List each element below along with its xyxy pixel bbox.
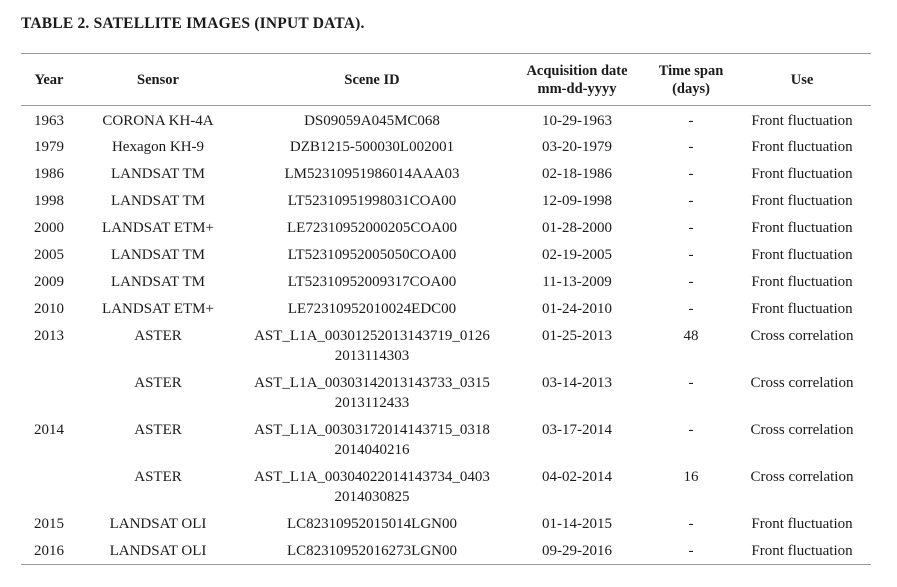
cell-scene-id [239,214,505,241]
cell-time-span: 48 [683,327,699,344]
cell-date: 01-28-2000 [542,219,612,236]
cell-use: Front fluctuation [751,219,853,236]
cell-sensor: LANDSAT ETM+ [102,219,214,236]
cell-year: 1998 [34,192,64,209]
cell-time-span: - [688,165,694,182]
header-year: Year [21,54,77,106]
scene-id-line1: DS09059A045MC068 [304,113,440,129]
cell-date: 10-29-1963 [542,113,612,129]
cell-use: Front fluctuation [751,138,853,155]
cell-time-span: - [688,113,694,129]
cell-date: 02-19-2005 [542,246,612,263]
cell-time-span: - [688,138,694,155]
table-row [21,268,871,295]
cell-sensor: LANDSAT TM [110,273,206,290]
cell-year: 2010 [34,300,64,317]
table-row [21,369,871,416]
cell-sensor: LANDSAT OLI [109,515,207,532]
cell-sensor: LANDSAT TM [110,246,206,263]
cell-use: Cross correlation [750,374,854,391]
table-row [21,214,871,241]
cell-use: Front fluctuation [751,273,853,290]
scene-id-line2: 2013114303 [334,347,410,364]
header-row [21,54,871,106]
header-time-span [649,54,733,106]
cell-scene-id [239,510,505,537]
header-span-line1: Time span [658,62,724,79]
table-row [21,241,871,268]
cell-date: 04-02-2014 [542,468,612,485]
cell-sensor: ASTER [134,374,182,391]
cell-sensor: ASTER [134,327,182,344]
table-row [21,510,871,537]
cell-date: 01-25-2013 [542,327,612,344]
scene-id-line2: 2014040216 [334,441,410,458]
cell-year: 1963 [34,113,64,129]
cell-time-span: - [688,421,694,438]
cell-year: 2014 [34,421,64,438]
cell-year [21,369,77,416]
cell-sensor: Hexagon KH-9 [111,138,205,155]
table-row [21,187,871,214]
cell-year: 1979 [34,138,64,155]
cell-year: 1986 [34,165,64,182]
header-acquisition-date [505,54,649,106]
cell-time-span: - [649,537,733,565]
cell-time-span: 16 [683,468,699,485]
cell-scene-id [239,133,505,160]
cell-sensor: LANDSAT OLI [77,537,239,565]
cell-sensor: LANDSAT TM [110,192,206,209]
cell-year: 2000 [34,219,64,236]
scene-id-line1: LT52310951998031COA00 [287,192,457,209]
cell-year [21,463,77,510]
cell-year: 2015 [34,515,64,532]
table-body [21,106,871,565]
cell-scene-id [239,463,505,510]
scene-id-line2: 2013112433 [334,394,410,411]
cell-scene-id [239,187,505,214]
cell-scene-id [239,106,505,133]
cell-scene-id [239,416,505,463]
cell-time-span: - [688,300,694,317]
table-row [21,160,871,187]
table-row [21,106,871,133]
table-row [21,133,871,160]
scene-id-line1: AST_L1A_00304022014143734_0403 [254,468,490,485]
cell-date: 12-09-1998 [542,192,612,209]
cell-sensor: CORONA KH-4A [102,113,214,129]
cell-date: 02-18-1986 [542,165,612,182]
cell-sensor: ASTER [134,468,182,485]
cell-sensor: ASTER [134,421,182,438]
cell-use: Front fluctuation [751,300,853,317]
cell-time-span: - [688,374,694,391]
header-use: Use [733,54,871,106]
cell-use: Front fluctuation [751,113,853,129]
header-sensor: Sensor [77,54,239,106]
cell-sensor: LANDSAT TM [110,165,206,182]
cell-scene-id [239,322,505,369]
header-date-line2: mm-dd-yyyy [537,80,617,97]
cell-time-span: - [688,515,694,532]
table-row [21,295,871,322]
cell-year: 2005 [34,246,64,263]
scene-id-line2: 2014030825 [334,488,410,505]
cell-use: Cross correlation [750,421,854,438]
cell-scene-id [239,160,505,187]
cell-use: Front fluctuation [751,165,853,182]
cell-date: 11-13-2009 [542,273,612,290]
cell-date: 01-24-2010 [542,300,612,317]
cell-time-span: - [688,192,694,209]
cell-date: 03-14-2013 [542,374,612,391]
cell-sensor: LANDSAT ETM+ [102,300,214,317]
scene-id-line1: AST_L1A_00301252013143719_0126 [254,327,490,344]
cell-scene-id [239,241,505,268]
table-row [21,416,871,463]
scene-id-line1: LE72310952000205COA00 [287,219,457,236]
scene-id-line1: LE72310952010024EDC00 [287,300,457,317]
scene-id-line1: DZB1215-500030L002001 [289,138,455,155]
cell-use: Front fluctuation [751,246,853,263]
cell-scene-id [239,268,505,295]
cell-scene-id [239,295,505,322]
satellite-images-table [21,53,871,565]
scene-id-line1: LC82310952016273LGN00 [287,542,457,559]
table-caption: TABLE 2. SATELLITE IMAGES (INPUT DATA). [21,15,365,32]
cell-use: Front fluctuation [751,515,853,532]
scene-id-line1: LT52310952005050COA00 [287,246,457,263]
cell-date: 01-14-2015 [542,515,612,532]
scene-id-line1: AST_L1A_00303142013143733_0315 [254,374,490,391]
table-row [21,463,871,510]
cell-year: 2016 [21,537,77,565]
header-date-line1: Acquisition date [526,62,628,79]
cell-use: Cross correlation [750,468,854,485]
table-row [21,322,871,369]
scene-id-line1: LM52310951986014AAA03 [284,165,460,182]
cell-date: 09-29-2016 [505,537,649,565]
scene-id-line1: AST_L1A_00303172014143715_0318 [254,421,490,438]
table-row [21,537,871,565]
cell-use: Front fluctuation [751,192,853,209]
scene-id-line1: LC82310952015014LGN00 [287,515,457,532]
header-span-line2: (days) [672,80,710,97]
table-header [21,54,871,106]
cell-time-span: - [688,219,694,236]
cell-year: 2013 [34,327,64,344]
cell-year: 2009 [34,273,64,290]
cell-time-span: - [688,273,694,290]
cell-date: 03-17-2014 [542,421,612,438]
cell-scene-id [239,369,505,416]
cell-use: Cross correlation [750,327,854,344]
cell-time-span: - [688,246,694,263]
cell-date: 03-20-1979 [542,138,612,155]
cell-scene-id [239,537,505,565]
cell-use: Front fluctuation [733,537,871,565]
scene-id-line1: LT52310952009317COA00 [287,273,457,290]
header-scene-id: Scene ID [239,54,505,106]
